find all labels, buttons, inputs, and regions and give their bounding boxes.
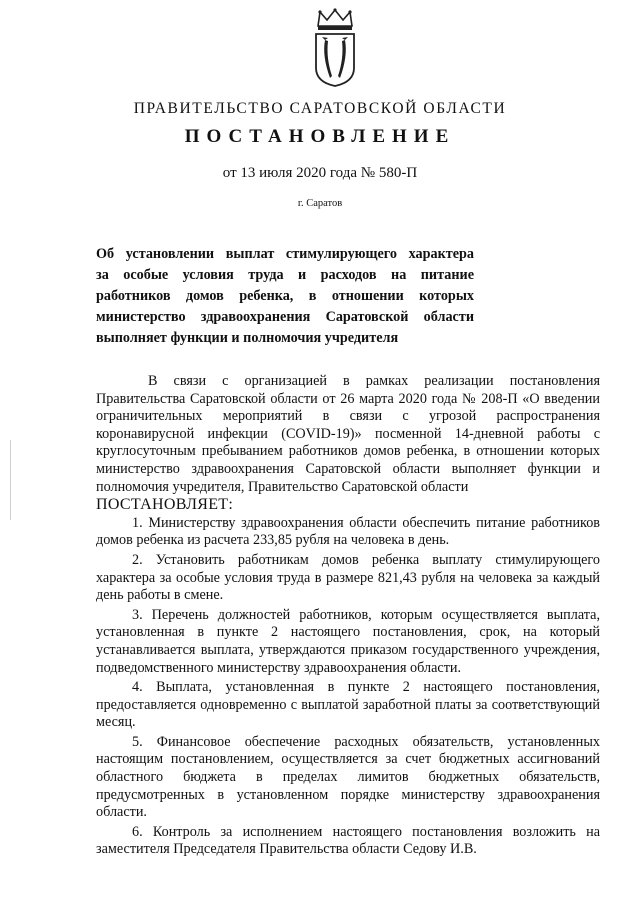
item-paragraph: 2. Установить работникам домов ребенка выплату стимулирующего характера за особые условия труда в размере 821,43 рубля на человека за каждый день работы в смене. xyxy=(96,551,600,604)
item-paragraph: 5. Финансовое обеспечение расходных обязательств, установленных настоящим постановлением, осуществляется за счет бюджетных ассигнований областного бюджета в пределах лимитов бюджетных обязательств, предусмотренных в установленном порядке министерству здравоохранения области. xyxy=(96,733,600,821)
title-line: министерство здравоохранения Саратовской области xyxy=(96,309,474,325)
preamble-paragraph xyxy=(96,373,600,496)
item-paragraph: 4. Выплата, установленная в пункте 2 настоящего постановления, предоставляется одновременно с выплатой заработной платы за соответствующий месяц. xyxy=(96,679,600,731)
resolves-line xyxy=(96,496,600,515)
date-number-line: от 13 июля 2020 года № 580-П xyxy=(222,165,418,181)
item-paragraph: 3. Перечень должностей работников, которым осуществляется выплата, установленная в пункте 2 настоящего постановления, срок, на который устанавливается выплата, утверждаются приказом государственного учреждения, подведомственного министерству здравоохранения области. xyxy=(96,606,600,676)
scan-artifact xyxy=(10,440,11,520)
title-line: Об установлении выплат стимулирующего характера xyxy=(96,246,474,262)
title-line: за особые условия труда и расходов на питание xyxy=(96,267,474,283)
document-body xyxy=(96,373,600,859)
resolves-text: ПОСТАНОВЛЯЕТ: xyxy=(96,496,234,514)
title-line: работников домов ребенка, в отношении которых xyxy=(96,288,474,304)
item-paragraph: 6. Контроль за исполнением настоящего постановления возложить на заместителя Председателя Правительства области Седову И.В. xyxy=(96,823,600,858)
government-name: ПРАВИТЕЛЬСТВО САРАТОВСКОЙ ОБЛАСТИ xyxy=(133,100,507,117)
document-title xyxy=(96,244,474,349)
title-line: выполняет функции и полномочия учредителя xyxy=(96,330,399,346)
saratov-coat-of-arms-icon xyxy=(312,8,358,88)
city-line: г. Саратов xyxy=(297,198,343,209)
document-type: ПОСТАНОВЛЕНИЕ xyxy=(184,126,456,147)
item-paragraph: 1. Министерству здравоохранения области обеспечить питание работников домов ребенка из расчета 233,85 рубля на человека в день. xyxy=(96,514,600,549)
preamble-text: В связи с организацией в рамках реализации постановления Правительства Саратовской области от 26 марта 2020 года № 208-П «О введении ограничительных мероприятий в связи с угрозой распространения коронавирусной инфекции (COVID-19)» посменной 14-дневной работы с круглосуточным пребыванием работников домов ребенка, в отношении которых министерство здравоохранения Саратовской области выполняет функции и полномочия учредителя, Правительство Саратовской области xyxy=(96,373,600,495)
